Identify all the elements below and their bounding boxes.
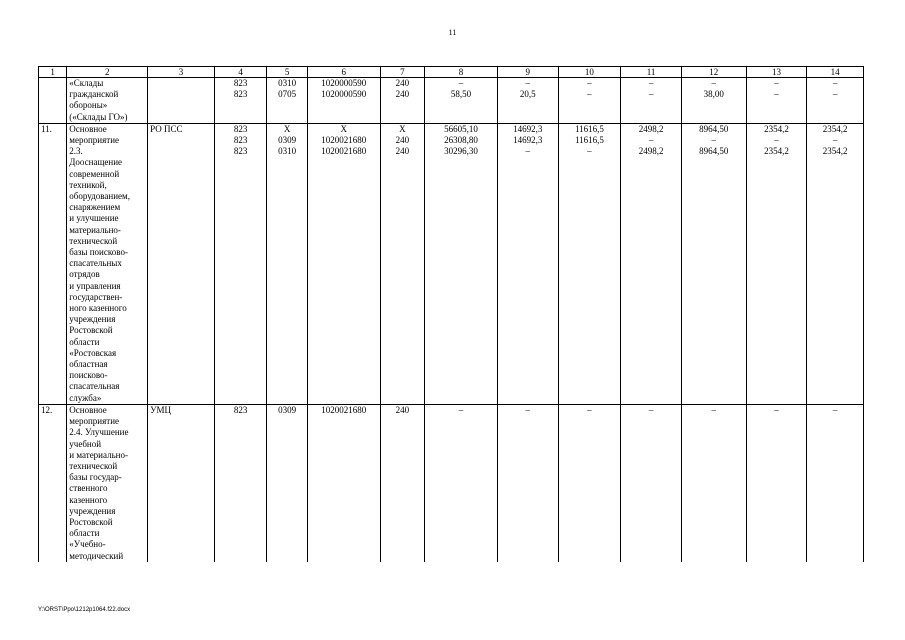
name-line: государствен- xyxy=(69,291,123,302)
measure-name xyxy=(67,404,148,561)
total-value xyxy=(425,78,498,124)
year-value: – xyxy=(497,404,558,561)
name-line: областная xyxy=(69,359,108,370)
cell-value: – xyxy=(832,78,838,88)
name-line: 2.4. Улучшение xyxy=(69,427,129,438)
cell-value: – xyxy=(774,78,779,88)
name-line: гражданской xyxy=(69,89,119,100)
name-line: учебной xyxy=(69,438,102,449)
name-line: учреждения xyxy=(69,505,116,516)
header-cell: 12 xyxy=(681,67,746,78)
cell-value: – xyxy=(774,89,779,100)
header-cell: 13 xyxy=(746,67,807,78)
cell-value: 2354,2 xyxy=(822,146,848,157)
name-line: «Ростовская xyxy=(69,347,117,358)
vr-code xyxy=(380,123,424,404)
cell-value: 2354,2 xyxy=(822,123,848,134)
cell-value: Х xyxy=(340,123,348,134)
name-line: Основное xyxy=(69,404,107,415)
cell-value: 30296,30 xyxy=(444,146,478,157)
name-line: базы поисково- xyxy=(69,247,128,258)
name-line: области xyxy=(69,528,100,539)
footer-file-path: Y:\ORST\Ppo\1212p1064.f22.docx xyxy=(38,607,131,613)
name-line: и улучшение xyxy=(69,213,119,224)
cell-value: 0310 xyxy=(278,78,297,88)
budget-table xyxy=(38,66,864,562)
name-line: материально- xyxy=(69,224,121,235)
cell-value: 823 xyxy=(233,146,248,157)
name-line: ного казенного xyxy=(69,303,127,314)
csr-code xyxy=(307,123,380,404)
year-value xyxy=(681,123,746,404)
cell-value: – xyxy=(587,146,592,157)
grbs-code xyxy=(214,78,267,124)
cell-value: 823 xyxy=(233,89,248,100)
cell-value: 0309 xyxy=(278,135,297,146)
measure-name xyxy=(67,123,148,404)
csr-code xyxy=(307,78,380,124)
cell-value: 240 xyxy=(395,89,410,100)
cell-value: – xyxy=(774,135,779,146)
cell-value: 2498,2 xyxy=(638,146,664,157)
name-line: («Склады ГО») xyxy=(69,111,128,122)
csr-code: 1020021680 xyxy=(307,404,380,561)
total-value: – xyxy=(425,404,498,561)
row-number: 11. xyxy=(39,123,67,404)
name-line: служба» xyxy=(69,392,102,403)
cell-value: 14692,3 xyxy=(513,135,543,146)
cell-value: 26308,80 xyxy=(444,135,478,146)
cell-value: 56605,10 xyxy=(444,123,478,134)
header-cell: 14 xyxy=(807,67,864,78)
cell-value: 58,50 xyxy=(450,89,472,100)
name-line: снаряжением xyxy=(69,202,121,213)
header-cell: 5 xyxy=(267,67,307,78)
row-number: 12. xyxy=(39,404,67,561)
cell-value: – xyxy=(711,135,717,146)
cell-value: 11616,5 xyxy=(574,123,604,134)
name-line: казенного xyxy=(69,494,108,505)
measure-name xyxy=(67,78,148,124)
cell-value: 0310 xyxy=(278,146,297,157)
cell-value: – xyxy=(832,135,838,146)
cell-value: 240 xyxy=(395,78,410,88)
cell-value: – xyxy=(648,78,654,88)
cell-value: 0705 xyxy=(278,89,297,100)
name-line: поисково- xyxy=(69,370,108,381)
name-line: ственного xyxy=(69,483,108,494)
year-value: – xyxy=(621,404,682,561)
header-cell: 6 xyxy=(307,67,380,78)
cell-value: 2354,2 xyxy=(764,146,789,157)
year-value xyxy=(497,78,558,124)
cell-value: – xyxy=(587,78,592,88)
name-line: технической xyxy=(69,460,118,471)
name-line: технической xyxy=(69,235,118,246)
cell-value: 823 xyxy=(233,123,248,134)
cell-value: 8964,50 xyxy=(699,123,729,134)
executor: РО ПСС xyxy=(148,123,215,404)
header-cell: 7 xyxy=(380,67,424,78)
year-value xyxy=(746,78,807,124)
executor: УМЦ xyxy=(148,404,215,561)
name-line: обороны» xyxy=(69,100,108,111)
header-cell: 8 xyxy=(425,67,498,78)
rzpr-code xyxy=(267,78,307,124)
cell-value: 1020021680 xyxy=(321,135,367,146)
table-row-12 xyxy=(39,404,864,561)
grbs-code: 823 xyxy=(214,404,267,561)
rzpr-code: 0309 xyxy=(267,404,307,561)
cell-value: – xyxy=(458,78,464,88)
vr-code: 240 xyxy=(380,404,424,561)
name-line: учреждения xyxy=(69,314,116,325)
cell-value: 1020021680 xyxy=(321,146,367,157)
name-line: современной xyxy=(69,168,120,179)
name-line: методический xyxy=(69,550,124,561)
cell-value: 20,5 xyxy=(519,89,536,100)
header-cell: 2 xyxy=(67,67,148,78)
cell-value: 240 xyxy=(395,135,410,146)
header-cell: 9 xyxy=(497,67,558,78)
cell-value: 1020000590 xyxy=(321,89,367,100)
page-number: 11 xyxy=(448,28,457,37)
name-line: спасательная xyxy=(69,381,120,392)
year-value xyxy=(497,123,558,404)
cell-value: 240 xyxy=(395,146,410,157)
cell-value: 14692,3 xyxy=(513,123,543,134)
header-cell: 3 xyxy=(148,67,215,78)
cell-value: 823 xyxy=(233,135,248,146)
name-line: «Учебно- xyxy=(69,539,106,550)
year-value: – xyxy=(746,404,807,561)
name-line: спасательных xyxy=(69,258,122,269)
year-value xyxy=(746,123,807,404)
name-line: и материально- xyxy=(69,449,128,460)
rzpr-code xyxy=(267,123,307,404)
year-value xyxy=(558,123,621,404)
name-line: Ростовской xyxy=(69,325,113,336)
cell-value: – xyxy=(648,89,654,100)
name-line: отрядов xyxy=(69,269,100,280)
table-row-sklady-go xyxy=(39,78,864,124)
year-value: – xyxy=(558,404,621,561)
year-value: – xyxy=(681,404,746,561)
name-line: мероприятие xyxy=(69,135,120,146)
year-value xyxy=(558,78,621,124)
header-cell: 11 xyxy=(621,67,682,78)
cell-value: – xyxy=(711,78,717,88)
cell-value: – xyxy=(832,89,838,100)
cell-value: – xyxy=(525,78,531,88)
year-value xyxy=(807,123,864,404)
cell-value: – xyxy=(587,89,592,100)
name-line: Ростовской xyxy=(69,516,113,527)
cell-value: 1020000590 xyxy=(321,78,367,88)
cell-value: – xyxy=(525,146,531,157)
name-line: Дооснащение xyxy=(69,157,123,168)
name-line: базы государ- xyxy=(69,472,122,483)
year-value: – xyxy=(807,404,864,561)
name-line: области xyxy=(69,336,100,347)
vr-code xyxy=(380,78,424,124)
cell-value: 11616,5 xyxy=(574,135,604,146)
table-row-11 xyxy=(39,123,864,404)
year-value xyxy=(621,123,682,404)
cell-value: 823 xyxy=(233,78,248,88)
row-number xyxy=(39,78,67,124)
name-line: и управления xyxy=(69,280,121,291)
name-line: «Склады xyxy=(69,78,104,88)
cell-value: 8964,50 xyxy=(699,146,729,157)
year-value xyxy=(621,78,682,124)
name-line: техникой, xyxy=(69,179,107,190)
header-cell: 4 xyxy=(214,67,267,78)
name-line: Основное xyxy=(69,123,107,134)
header-row xyxy=(39,67,864,78)
name-line: 2.3. xyxy=(69,146,83,157)
cell-value: 2354,2 xyxy=(764,123,789,134)
cell-value: Х xyxy=(399,123,406,134)
total-value xyxy=(425,123,498,404)
name-line: мероприятие xyxy=(69,416,120,427)
year-value xyxy=(807,78,864,124)
executor xyxy=(148,78,215,124)
grbs-code xyxy=(214,123,267,404)
year-value xyxy=(681,78,746,124)
cell-value: 2498,2 xyxy=(638,123,664,134)
name-line: оборудованием, xyxy=(69,191,130,202)
cell-value: – xyxy=(648,135,654,146)
header-cell: 1 xyxy=(39,67,67,78)
cell-value: Х xyxy=(283,123,291,134)
header-cell: 10 xyxy=(558,67,621,78)
cell-value: 38,00 xyxy=(703,89,724,100)
